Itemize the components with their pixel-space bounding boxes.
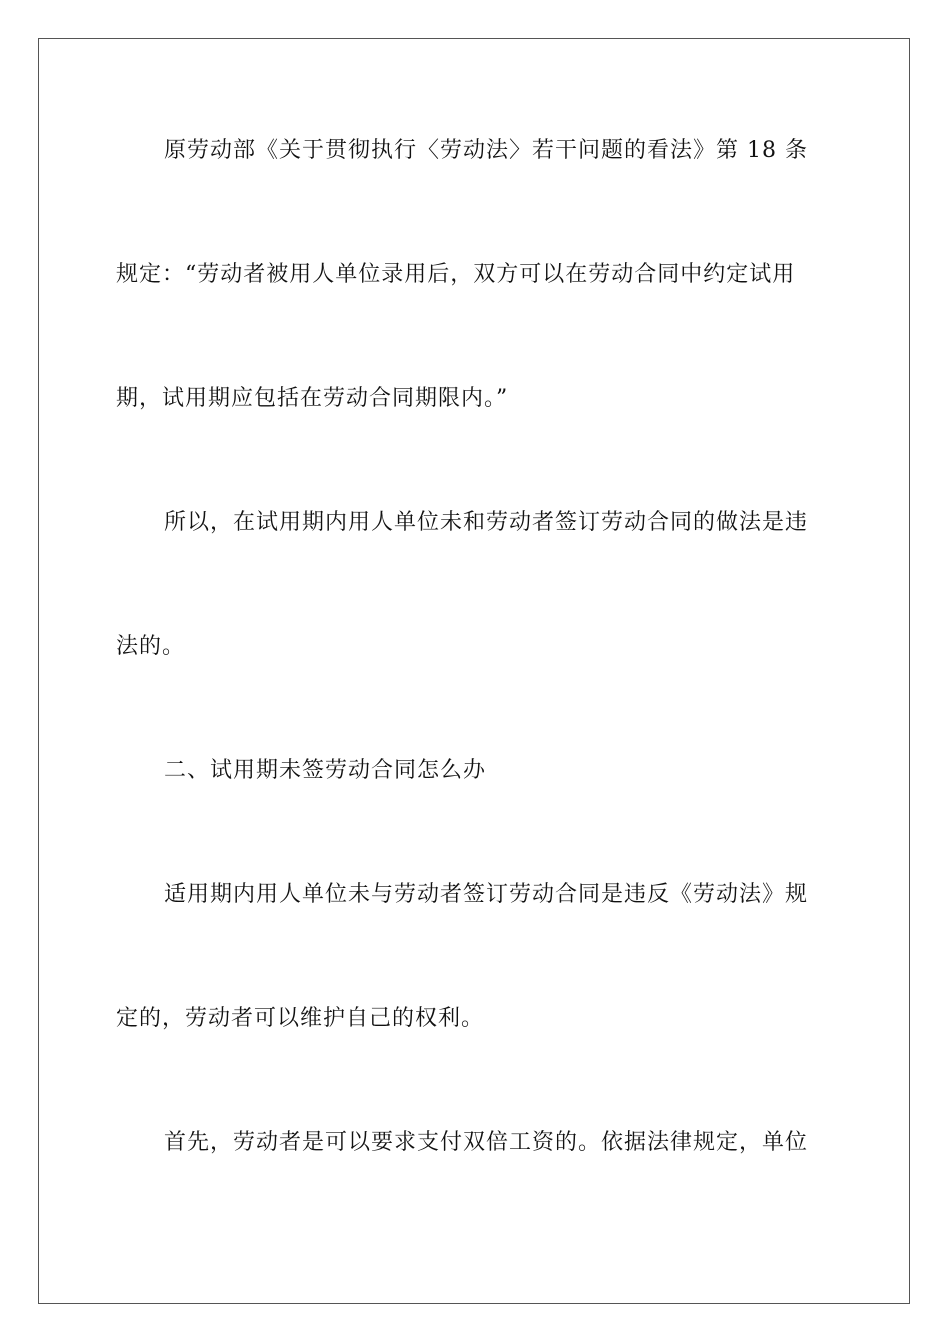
paragraph-1-line-3: 期，试用期应包括在劳动合同期限内。” <box>116 386 509 411</box>
page-border <box>38 38 910 1304</box>
paragraph-1-line-1: 原劳动部《关于贯彻执行〈劳动法〉若干问题的看法》第 18 条 <box>164 138 808 163</box>
section-heading: 二、试用期未签劳动合同怎么办 <box>164 758 487 783</box>
paragraph-2-line-2: 法的。 <box>116 634 186 659</box>
paragraph-3-line-1: 适用期内用人单位未与劳动者签订劳动合同是违反《劳动法》规 <box>164 882 809 907</box>
paragraph-3-line-2: 定的，劳动者可以维护自己的权利。 <box>116 1006 485 1031</box>
paragraph-1-line-2: 规定：“劳动者被用人单位录用后，双方可以在劳动合同中约定试用 <box>116 262 796 287</box>
paragraph-4-line-1: 首先，劳动者是可以要求支付双倍工资的。依据法律规定，单位 <box>164 1130 809 1155</box>
paragraph-2-line-1: 所以，在试用期内用人单位未和劳动者签订劳动合同的做法是违 <box>164 510 809 535</box>
